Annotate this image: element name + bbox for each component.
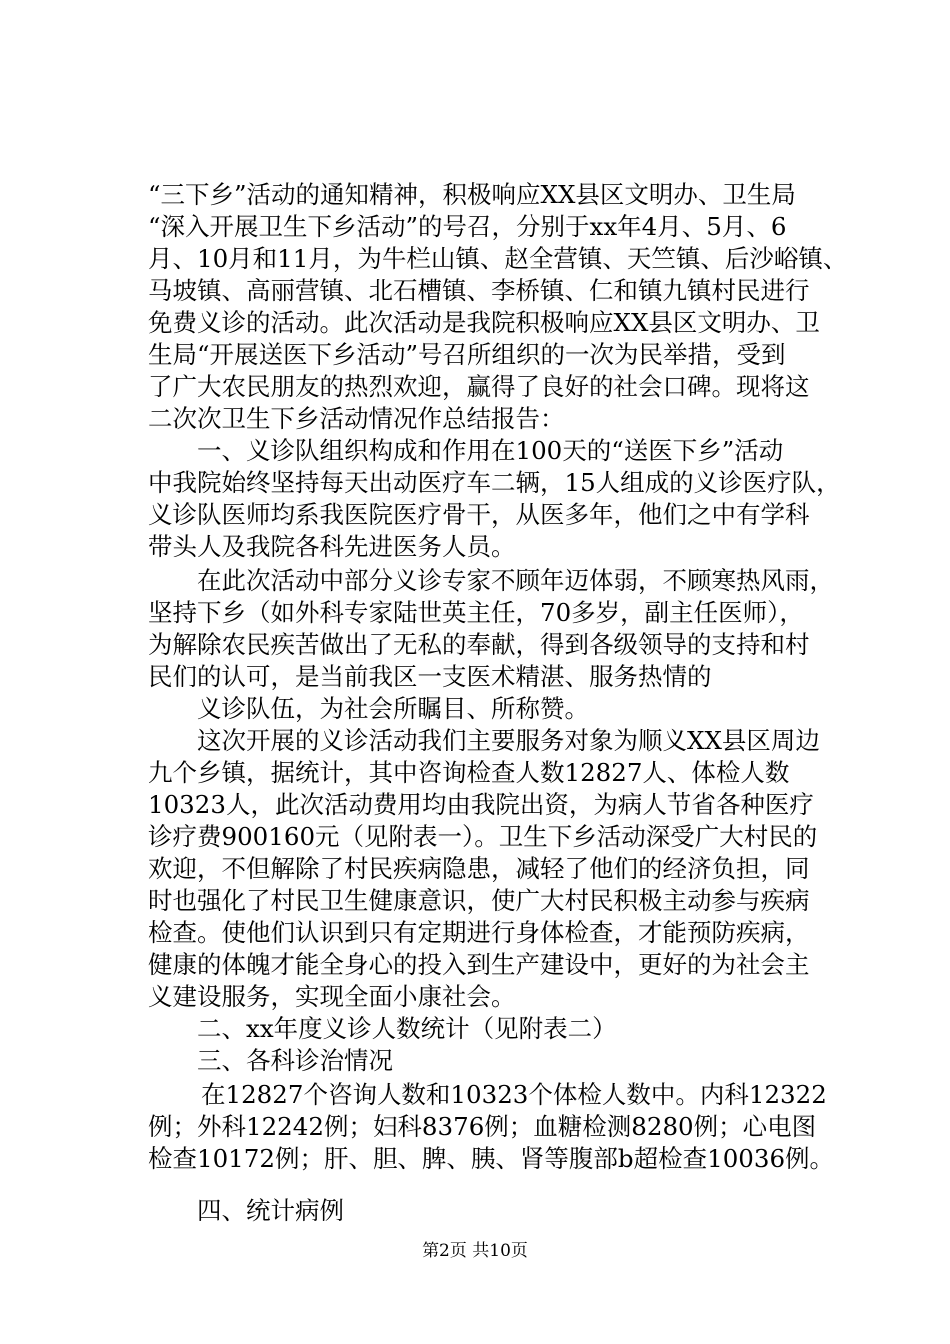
text-line: 欢迎，不但解除了村民疾病隐患，减轻了他们的经济负担，同 — [148, 854, 810, 883]
text-line: 二次次卫生下乡活动情况作总结报告： — [148, 404, 565, 433]
text-line: 诊疗费900160元（见附表一）。卫生下乡活动深受广大村民的 — [148, 822, 818, 851]
text-line: 义诊队伍，为社会所瞩目、所称赞。 — [148, 694, 589, 723]
text-line: 了广大农民朋友的热烈欢迎，赢得了良好的社会口碑。现将这 — [148, 372, 810, 401]
page-footer: 第2页 共10页 — [422, 1241, 528, 1261]
text-line: 民们的认可，是当前我区一支医术精湛、服务热情的 — [148, 662, 712, 691]
text-line: 月、10月和11月，为牛栏山镇、赵全营镇、天竺镇、后沙峪镇、 — [148, 244, 848, 273]
text-line: 免费义诊的活动。此次活动是我院积极响应XX县区文明办、卫 — [148, 308, 820, 337]
text-line: 带头人及我院各科先进医务人员。 — [148, 532, 516, 561]
text-line: 马坡镇、高丽营镇、北石槽镇、李桥镇、仁和镇九镇村民进行 — [148, 276, 810, 305]
text-line: 义建设服务，实现全面小康社会。 — [148, 982, 516, 1011]
text-line: 时也强化了村民卫生健康意识，使广大村民积极主动参与疾病 — [148, 886, 810, 915]
text-line: 一、义诊队组织构成和作用在100天的“送医下乡”活动 — [148, 436, 784, 465]
text-line: 检查10172例；肝、胆、脾、胰、肾等腹部b超检查10036例。 — [148, 1144, 835, 1173]
text-line: “深入开展卫生下乡活动”的号召，分别于xx年4月、5月、6 — [148, 212, 787, 241]
text-line: 坚持下乡（如外科专家陆世英主任，70多岁，副主任医师）， — [148, 598, 804, 627]
text-line: 二、xx年度义诊人数统计（见附表二） — [148, 1014, 617, 1043]
text-line: 生局“开展送医下乡活动”号召所组织的一次为民举措，受到 — [148, 340, 786, 369]
text-line: 在此次活动中部分义诊专家不顾年迈体弱，不顾寒热风雨， — [148, 566, 834, 595]
text-line: 中我院始终坚持每天出动医疗车二辆，15人组成的义诊医疗队， — [148, 468, 841, 497]
text-line: 九个乡镇，据统计，其中咨询检查人数12827人、体检人数 — [148, 758, 790, 787]
text-line: 健康的体魄才能全身心的投入到生产建设中，更好的为社会主 — [148, 950, 810, 979]
text-line: 三、各科诊治情况 — [148, 1046, 393, 1075]
text-line: 检查。使他们认识到只有定期进行身体检查，才能预防疾病， — [148, 918, 810, 947]
text-line: 这次开展的义诊活动我们主要服务对象为顺义XX县区周边 — [148, 726, 820, 755]
text-line: 10323人，此次活动费用均由我院出资，为病人节省各种医疗 — [148, 790, 814, 819]
text-line: 为解除农民疾苦做出了无私的奉献，得到各级领导的支持和村 — [148, 630, 810, 659]
text-line: 在12827个咨询人数和10323个体检人数中。内科12322 — [152, 1080, 827, 1109]
text-line: “三下乡”活动的通知精神，积极响应XX县区文明办、卫生局 — [148, 180, 796, 209]
text-line: 义诊队医师均系我医院医疗骨干，从医多年，他们之中有学科 — [148, 500, 810, 529]
text-line: 例；外科12242例；妇科8376例；血糖检测8280例；心电图 — [148, 1112, 817, 1141]
text-line: 四、统计病例 — [148, 1196, 344, 1225]
